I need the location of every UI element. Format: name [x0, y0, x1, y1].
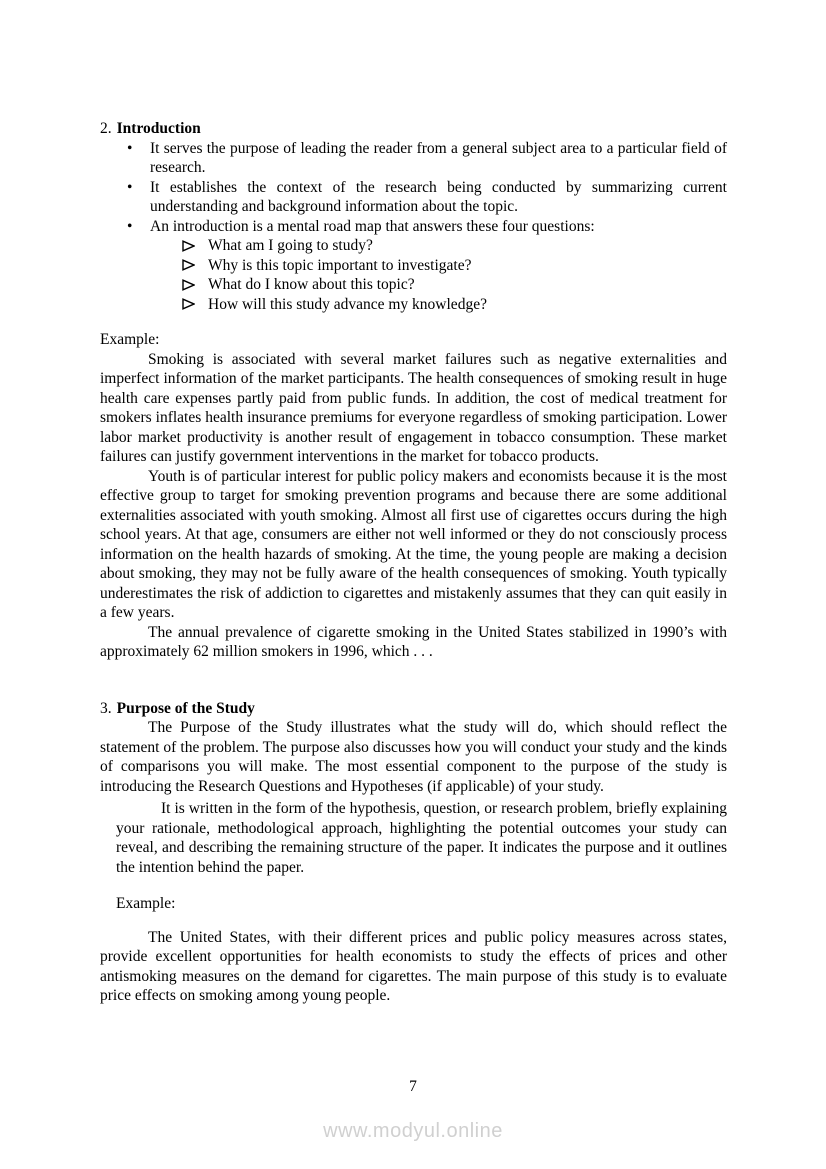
- question-text: What am I going to study?: [208, 237, 373, 254]
- bullet-icon: •: [127, 217, 133, 235]
- example-paragraph: The annual prevalence of cigarette smoking in the United States stabilized in 1990’s with approximately 62 million smokers in 1996, which . . .: [100, 623, 727, 660]
- page-number: 7: [409, 1078, 417, 1095]
- section-title: Introduction: [116, 120, 201, 137]
- arrow-item: [100, 295, 727, 315]
- question-text: What do I know about this topic?: [208, 276, 415, 293]
- vertical-spacer: [100, 314, 727, 330]
- right-arrowhead-icon: [182, 259, 195, 271]
- introduction-question-list: [100, 236, 727, 314]
- page-content: [100, 119, 727, 1006]
- question-text: How will this study advance my knowledge?: [208, 295, 487, 313]
- bullet-text: It establishes the context of the research being conducted by summarizing current understanding and background information about the topic.: [150, 178, 727, 215]
- bullet-item: [100, 217, 727, 237]
- vertical-spacer: [100, 877, 727, 894]
- arrow-item: [100, 275, 727, 295]
- example-paragraph: The United States, with their different prices and public policy measures across states, provide excellent opportunities for health economists to study the effects of prices and other antismoking measures on the demand for cigarettes. The main purpose of this study is to evaluate price effects on smoking among young people.: [100, 928, 727, 1004]
- introduction-bullet-list: [100, 139, 727, 237]
- bullet-text: It serves the purpose of leading the reader from a general subject area to a particular field of research.: [150, 139, 727, 176]
- right-arrowhead-icon: [182, 240, 195, 252]
- bullet-icon: •: [127, 139, 133, 157]
- section-number: 2.: [100, 120, 112, 137]
- question-text: Why is this topic important to investigate?: [208, 256, 472, 274]
- right-arrowhead-icon: [182, 279, 195, 291]
- arrow-item: [100, 236, 727, 256]
- section-title: Purpose of the Study: [116, 699, 255, 717]
- section-heading-purpose: [100, 699, 727, 719]
- vertical-spacer: [100, 662, 727, 699]
- bullet-text: An introduction is a mental road map that answers these four questions:: [150, 217, 595, 235]
- section-heading-introduction: [100, 119, 727, 139]
- section-number: 3.: [100, 699, 112, 717]
- example-label: Example:: [116, 895, 176, 912]
- body-paragraph-indented: It is written in the form of the hypothesis, question, or research problem, briefly explaining your rationale, methodological approach, highlighting the potential outcomes your study can reveal, and describing the remaining structure of the paper. It indicates the purpose and it outlines the intention behind the paper.: [116, 800, 727, 876]
- right-arrowhead-icon: [182, 298, 195, 310]
- vertical-spacer: [100, 914, 727, 928]
- arrow-item: [100, 256, 727, 276]
- body-paragraph: The Purpose of the Study illustrates what the study will do, which should reflect the statement of the problem. The purpose also discusses how you will conduct your study and the kinds of comparisons you will make. The most essential component to the purpose of the study is introducing the Research Questions and Hypotheses (if applicable) of your study.: [100, 719, 727, 795]
- bullet-icon: •: [127, 178, 133, 196]
- example-paragraph: Youth is of particular interest for public policy makers and economists because it is the most effective group to target for smoking prevention programs and because there are some additional externalities associated with youth smoking. Almost all first use of cigarettes occurs during the high school years. At that age, consumers are either not well informed or they do not consciously process information on the health hazards of smoking. At the time, the young people are making a decision about smoking, they may not be fully aware of the health consequences of smoking. Youth typically underestimates the risk of addiction to cigarettes and mistakenly assumes that they can quit easily in a few years.: [100, 467, 727, 621]
- bullet-item: [100, 139, 727, 178]
- example-paragraph: Smoking is associated with several market failures such as negative externalities and imperfect information of the market participants. The health consequences of smoking result in huge health care expenses partly paid from public funds. In addition, the cost of medical treatment for smokers inflates health insurance premiums for everyone regardless of smoking participation. Lower labor market productivity is another result of engagement in tobacco consumption. These market failures can justify government interventions in the market for tobacco products.: [100, 350, 727, 465]
- watermark-text: www.modyul.online: [323, 1120, 503, 1142]
- bullet-item: [100, 178, 727, 217]
- example-label: Example:: [100, 331, 160, 348]
